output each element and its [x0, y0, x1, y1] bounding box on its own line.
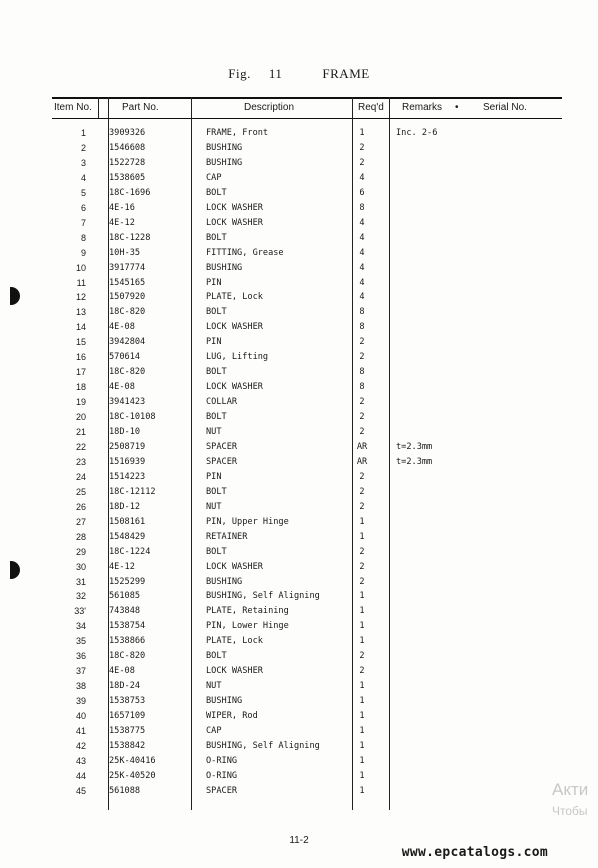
part-number: 1538754: [109, 621, 146, 632]
quantity-required: 1: [359, 770, 365, 781]
quantity-required: 4: [359, 232, 365, 243]
part-number: 10H-35: [109, 247, 141, 258]
part-number: 1657109: [109, 711, 146, 722]
header-description: Description: [244, 102, 295, 113]
description: PIN: [206, 471, 222, 482]
quantity-required: 2: [359, 397, 365, 408]
description: BOLT: [206, 187, 227, 198]
item-number: 26: [75, 501, 86, 512]
quantity-required: 1: [359, 711, 365, 722]
description: LOCK WASHER: [206, 382, 263, 393]
part-number: 1548429: [109, 531, 146, 542]
quantity-required: 4: [359, 172, 365, 183]
quantity-required: 2: [359, 651, 365, 662]
item-number: 2: [80, 142, 86, 153]
item-number: 28: [75, 531, 86, 542]
item-number: 7: [80, 217, 86, 228]
part-number: 1538775: [109, 726, 146, 736]
quantity-required: 1: [359, 755, 365, 766]
quantity-required: 2: [359, 576, 365, 587]
item-number: 14: [75, 322, 86, 333]
table-row: [52, 769, 562, 784]
item-number: 34: [75, 621, 86, 632]
figure-title: [0, 66, 598, 82]
part-number: 25K-40520: [109, 770, 156, 781]
table-row: [52, 485, 562, 500]
item-number: 42: [75, 740, 86, 751]
description: LOCK WASHER: [206, 561, 263, 572]
table-row: [52, 380, 562, 395]
part-number: 18C-12112: [109, 486, 156, 497]
header-serial-no: Serial No.: [483, 102, 527, 113]
page-tab-marker: [10, 561, 20, 579]
description: COLLAR: [206, 397, 238, 408]
header-part-no: Part No.: [122, 102, 159, 113]
part-number: 1516939: [109, 456, 146, 467]
description: PIN: [206, 277, 222, 288]
part-number: 1546608: [109, 142, 146, 153]
quantity-required: 8: [359, 322, 365, 333]
item-number: 5: [80, 187, 86, 198]
item-number: 21: [75, 427, 86, 437]
quantity-required: 4: [359, 262, 365, 273]
item-number: 15: [75, 337, 86, 348]
quantity-required: 8: [359, 382, 365, 393]
footer-url: www.epcatalogs.com: [401, 845, 548, 860]
part-number: 4E-08: [109, 322, 135, 333]
item-number: 40: [75, 711, 86, 722]
table-row: [52, 754, 562, 769]
description: BUSHING: [206, 157, 243, 168]
item-number: 25: [75, 486, 86, 497]
quantity-required: AR: [356, 456, 368, 467]
quantity-required: 1: [359, 726, 365, 736]
table-row: [52, 545, 562, 560]
quantity-required: AR: [356, 441, 368, 452]
description: BUSHING: [206, 262, 243, 273]
item-number: 12: [75, 292, 86, 303]
part-number: 4E-12: [109, 561, 135, 572]
description: CAP: [206, 726, 222, 736]
remarks: t=2.3mm: [396, 456, 433, 467]
table-row: [52, 305, 562, 320]
description: NUT: [206, 681, 222, 692]
page-number: 11-2: [289, 835, 309, 846]
part-number: 1522728: [109, 157, 146, 168]
item-number: 31: [75, 576, 86, 587]
part-number: 18C-10108: [109, 412, 156, 423]
part-number: 570614: [109, 352, 141, 363]
description: SPACER: [206, 456, 238, 467]
item-number: 38: [75, 681, 86, 692]
table-row: [52, 575, 562, 590]
table-row: [52, 410, 562, 425]
description: BUSHING, Self Aligning: [206, 591, 320, 602]
part-number: 1538753: [109, 696, 146, 707]
part-number: 18C-1228: [109, 232, 151, 243]
part-number: 4E-12: [109, 217, 135, 228]
part-number: 3909326: [109, 128, 146, 138]
quantity-required: 2: [359, 427, 365, 437]
item-number: 27: [75, 516, 86, 527]
item-number: 37: [75, 666, 86, 677]
table-row: [52, 231, 562, 246]
quantity-required: 2: [359, 337, 365, 348]
quantity-required: 1: [359, 681, 365, 692]
quantity-required: 1: [359, 696, 365, 707]
item-number: 10: [75, 262, 86, 273]
quantity-required: 1: [359, 591, 365, 602]
part-number: 1538842: [109, 740, 146, 751]
table-row: [52, 709, 562, 724]
table-row: [52, 365, 562, 380]
quantity-required: 8: [359, 367, 365, 378]
table-row: [52, 619, 562, 634]
quantity-required: 8: [359, 307, 365, 318]
item-number: 8: [80, 232, 86, 243]
description: WIPER, Rod: [206, 711, 258, 722]
item-number: 3: [80, 157, 86, 168]
item-number: 45: [75, 785, 86, 796]
part-number: 2508719: [109, 441, 146, 452]
remarks: Inc. 2-6: [396, 128, 438, 138]
part-number: 18C-820: [109, 367, 146, 378]
part-number: 18C-1696: [109, 187, 151, 198]
table-row: [52, 515, 562, 530]
part-number: 1508161: [109, 516, 146, 527]
item-number: 4: [80, 172, 86, 183]
part-number: 18C-820: [109, 307, 146, 318]
table-row: [52, 395, 562, 410]
quantity-required: 2: [359, 546, 365, 557]
table-row: [52, 694, 562, 709]
table-row: [52, 679, 562, 694]
figure-label: Fig.: [228, 66, 251, 81]
description: PLATE, Lock: [206, 636, 263, 647]
item-number: 36: [75, 651, 86, 662]
quantity-required: 1: [359, 785, 365, 796]
table-row: [52, 261, 562, 276]
item-number: 35: [75, 636, 86, 647]
part-number: 1538605: [109, 172, 146, 183]
header-bullet: •: [455, 102, 459, 113]
item-number: 33': [74, 606, 86, 617]
item-number: 29: [75, 546, 86, 557]
table-row: [52, 425, 562, 440]
item-number: 22: [75, 441, 86, 452]
part-number: 1538866: [109, 636, 146, 647]
table-row: [52, 141, 562, 156]
quantity-required: 1: [359, 516, 365, 527]
description: NUT: [206, 427, 222, 437]
description: FITTING, Grease: [206, 247, 284, 258]
part-number: 4E-16: [109, 202, 135, 213]
description: LOCK WASHER: [206, 666, 263, 677]
item-number: 43: [75, 755, 86, 766]
table-header-rule: [52, 118, 562, 119]
table-row: [52, 455, 562, 470]
part-number: 1525299: [109, 576, 146, 587]
watermark-line1: Акти: [552, 780, 589, 799]
quantity-required: 1: [359, 740, 365, 751]
description: SPACER: [206, 441, 238, 452]
column-divider: [98, 97, 99, 118]
description: BOLT: [206, 546, 227, 557]
part-number: 3941423: [109, 397, 146, 408]
quantity-required: 2: [359, 157, 365, 168]
table-row: [52, 604, 562, 619]
quantity-required: 4: [359, 217, 365, 228]
part-number: 1507920: [109, 292, 146, 303]
watermark-line2: Чтобы: [552, 804, 588, 818]
table-row: [52, 560, 562, 575]
description: LOCK WASHER: [206, 202, 263, 213]
quantity-required: 4: [359, 277, 365, 288]
quantity-required: 1: [359, 621, 365, 632]
header-item-no: Item No.: [54, 102, 92, 113]
item-number: 24: [75, 471, 86, 482]
description: FRAME, Front: [206, 128, 269, 138]
description: BUSHING: [206, 576, 243, 587]
description: PIN, Upper Hinge: [206, 516, 289, 527]
quantity-required: 1: [359, 606, 365, 617]
item-number: 23: [75, 456, 86, 467]
quantity-required: 4: [359, 247, 365, 258]
quantity-required: 2: [359, 666, 365, 677]
part-number: 4E-08: [109, 382, 135, 393]
part-number: 561088: [109, 785, 141, 796]
item-number: 32: [75, 591, 86, 602]
description: BOLT: [206, 307, 227, 318]
table-row: [52, 201, 562, 216]
part-number: 1545165: [109, 277, 146, 288]
part-number: 18D-12: [109, 501, 141, 512]
quantity-required: 6: [359, 187, 365, 198]
item-number: 19: [75, 397, 86, 408]
table-row: [52, 350, 562, 365]
part-number: 3917774: [109, 262, 146, 273]
item-number: 17: [75, 367, 86, 378]
item-number: 6: [80, 202, 86, 213]
item-number: 20: [75, 412, 86, 423]
figure-name: FRAME: [322, 66, 370, 81]
quantity-required: 2: [359, 501, 365, 512]
description: RETAINER: [206, 531, 248, 542]
header-reqd: Req'd: [358, 102, 384, 113]
description: PLATE, Lock: [206, 292, 263, 303]
description: O-RING: [206, 770, 238, 781]
description: SPACER: [206, 785, 238, 796]
quantity-required: 2: [359, 142, 365, 153]
remarks: t=2.3mm: [396, 441, 433, 452]
table-top-rule: [52, 97, 562, 99]
description: BUSHING, Self Aligning: [206, 740, 320, 751]
description: LOCK WASHER: [206, 322, 263, 333]
part-number: 743848: [109, 606, 141, 617]
table-row: [52, 216, 562, 231]
table-row: [52, 335, 562, 350]
part-number: 18D-24: [109, 681, 141, 692]
quantity-required: 2: [359, 412, 365, 423]
part-number: 18C-1224: [109, 546, 151, 557]
table-row: [52, 186, 562, 201]
description: LOCK WASHER: [206, 217, 263, 228]
quantity-required: 1: [359, 531, 365, 542]
header-remarks: Remarks: [402, 102, 443, 113]
table-row: [52, 246, 562, 261]
table-row: [52, 290, 562, 305]
figure-number: 11: [268, 66, 283, 81]
item-number: 11: [76, 277, 86, 288]
quantity-required: 2: [359, 352, 365, 363]
description: PIN: [206, 337, 222, 348]
item-number: 1: [80, 128, 86, 138]
quantity-required: 1: [359, 636, 365, 647]
quantity-required: 2: [359, 471, 365, 482]
page-tab-marker: [10, 287, 20, 305]
description: BOLT: [206, 232, 227, 243]
description: BOLT: [206, 412, 227, 423]
part-number: 25K-40416: [109, 755, 156, 766]
table-row: [52, 530, 562, 545]
part-number: 18C-820: [109, 651, 146, 662]
table-row: [52, 664, 562, 679]
table-row: [52, 171, 562, 186]
description: NUT: [206, 501, 222, 512]
table-row: [52, 156, 562, 171]
description: BUSHING: [206, 696, 243, 707]
table-row: [52, 589, 562, 604]
part-number: 1514223: [109, 471, 146, 482]
item-number: 18: [75, 382, 86, 393]
item-number: 13: [75, 307, 86, 318]
item-number: 30: [75, 561, 86, 572]
description: LUG, Lifting: [206, 352, 269, 363]
quantity-required: 8: [359, 202, 365, 213]
table-row: [52, 126, 562, 141]
table-row: [52, 739, 562, 754]
description: BOLT: [206, 486, 227, 497]
quantity-required: 2: [359, 486, 365, 497]
item-number: 9: [80, 247, 86, 258]
part-number: 4E-08: [109, 666, 135, 677]
table-row: [52, 649, 562, 664]
description: PLATE, Retaining: [206, 606, 289, 617]
table-row: [52, 320, 562, 335]
description: BOLT: [206, 651, 227, 662]
item-number: 44: [75, 770, 86, 781]
quantity-required: 4: [359, 292, 365, 303]
item-number: 41: [75, 726, 86, 736]
table-row: [52, 634, 562, 649]
table-row: [52, 440, 562, 455]
table-row: [52, 470, 562, 485]
quantity-required: 2: [359, 561, 365, 572]
part-number: 18D-10: [109, 427, 141, 437]
description: CAP: [206, 172, 222, 183]
description: BOLT: [206, 367, 227, 378]
quantity-required: 1: [359, 128, 365, 138]
description: O-RING: [206, 755, 238, 766]
item-number: 16: [75, 352, 86, 363]
table-row: [52, 784, 562, 799]
description: BUSHING: [206, 142, 243, 153]
table-row: [52, 276, 562, 291]
table-row: [52, 500, 562, 515]
description: PIN, Lower Hinge: [206, 621, 289, 632]
part-number: 3942804: [109, 337, 146, 348]
part-number: 561085: [109, 591, 141, 602]
item-number: 39: [75, 696, 86, 707]
table-row: [52, 724, 562, 739]
